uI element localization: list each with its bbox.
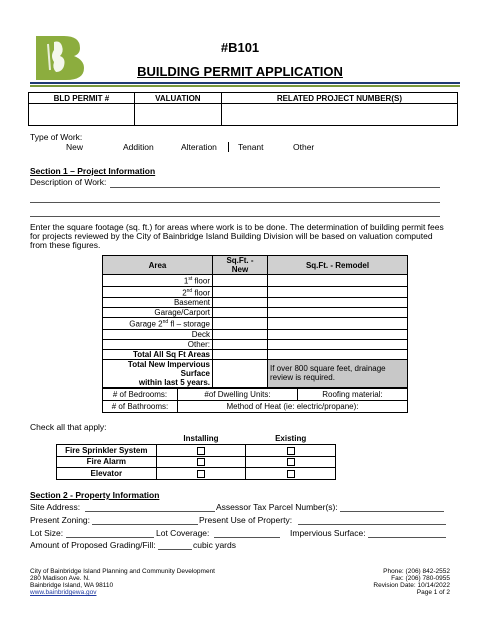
basement-new[interactable] bbox=[213, 298, 268, 308]
grading-label: Amount of Proposed Grading/Fill: bbox=[30, 540, 156, 550]
footer-phone: Phone: (206) 842-2552 bbox=[383, 568, 450, 575]
present-use-field[interactable] bbox=[298, 524, 446, 525]
check-all-table bbox=[56, 433, 336, 480]
impervious-new[interactable] bbox=[213, 359, 268, 387]
installing-header: Installing bbox=[156, 433, 246, 445]
heat-method-field[interactable]: Method of Heat (ie: electric/propane): bbox=[178, 401, 408, 413]
footer-page: Page 1 of 2 bbox=[416, 589, 450, 596]
valuation-header: VALUATION bbox=[134, 93, 221, 104]
type-tenant-option[interactable]: Tenant bbox=[238, 142, 264, 152]
website-link[interactable]: www.bainbridgewa.gov bbox=[30, 589, 97, 596]
footer-city: Bainbridge Island, WA 98110 bbox=[30, 582, 114, 589]
permit-header-table bbox=[28, 92, 458, 126]
row-impervious: Total New Impervious Surface within last 5 years. bbox=[103, 359, 213, 387]
present-use-label: Present Use of Property: bbox=[199, 515, 293, 525]
assessor-label: Assessor Tax Parcel Number(s): bbox=[216, 502, 338, 512]
instructions-line-2: for projects reviewed by the City of Bainbridge Island Building Division will be based on valuation computed bbox=[30, 231, 433, 241]
deck-remodel[interactable] bbox=[268, 329, 408, 339]
bedrooms-field[interactable]: # of Bedrooms: bbox=[103, 389, 178, 401]
zoning-label: Present Zoning: bbox=[30, 515, 91, 525]
type-addition-option[interactable]: Addition bbox=[123, 142, 154, 152]
grading-unit: cubic yards bbox=[193, 540, 236, 550]
type-of-work-label: Type of Work: bbox=[30, 132, 83, 142]
site-address-field[interactable] bbox=[85, 511, 215, 512]
total-remodel[interactable] bbox=[268, 349, 408, 359]
elevator-installing-checkbox[interactable] bbox=[197, 470, 205, 478]
type-other-option[interactable]: Other bbox=[293, 142, 315, 152]
elevator-existing-checkbox[interactable] bbox=[287, 470, 295, 478]
type-new-option[interactable]: New bbox=[66, 142, 84, 152]
check-all-label: Check all that apply: bbox=[30, 422, 107, 432]
footer-dept: City of Bainbridge Island Planning and Community Development bbox=[30, 568, 215, 575]
garage-storage-remodel[interactable] bbox=[268, 318, 408, 330]
elevator-label: Elevator bbox=[57, 468, 157, 480]
area-table bbox=[102, 255, 408, 388]
footer-fax: Fax: (206) 780-0955 bbox=[391, 575, 450, 582]
bathrooms-field[interactable]: # of Bathrooms: bbox=[103, 401, 178, 413]
sqft-new-header-b: New bbox=[213, 265, 268, 275]
impervious-note: If over 800 square feet, drainage review is required. bbox=[268, 359, 408, 387]
dwelling-units-field[interactable]: #of Dwelling Units: bbox=[178, 389, 298, 401]
fire-sprinkler-existing-checkbox[interactable] bbox=[287, 447, 295, 455]
description-line-2[interactable] bbox=[30, 202, 440, 203]
fire-sprinkler-installing-checkbox[interactable] bbox=[197, 447, 205, 455]
footer-revision: Revision Date: 10/14/2022 bbox=[373, 582, 450, 589]
lot-size-field[interactable] bbox=[66, 537, 154, 538]
form-title: BUILDING PERMIT APPLICATION bbox=[137, 64, 343, 79]
header-rule-navy bbox=[30, 82, 460, 84]
row-garage-storage: Garage 2nd fl – storage bbox=[103, 318, 213, 330]
second-floor-remodel[interactable] bbox=[268, 286, 408, 298]
deck-new[interactable] bbox=[213, 329, 268, 339]
row-second-floor: 2nd floor bbox=[103, 286, 213, 298]
area-header: Area bbox=[103, 256, 213, 275]
second-floor-new[interactable] bbox=[213, 286, 268, 298]
roofing-field[interactable]: Roofing material: bbox=[298, 389, 408, 401]
site-address-label: Site Address: bbox=[30, 502, 81, 512]
type-divider bbox=[228, 142, 229, 152]
section1-title: Section 1 – Project Information bbox=[30, 166, 156, 176]
instructions-line-1: Enter the square footage (sq. ft.) for areas where work is to be done. The determination of building permit fees bbox=[30, 222, 444, 232]
header-rule-green bbox=[30, 85, 460, 87]
sqft-remodel-header: Sq.Ft. - Remodel bbox=[268, 256, 408, 275]
footer-left bbox=[30, 568, 215, 596]
existing-header: Existing bbox=[246, 433, 336, 445]
fire-sprinkler-label: Fire Sprinkler System bbox=[57, 445, 157, 457]
row-garage-carport: Garage/Carport bbox=[103, 308, 213, 318]
sqft-new-header-a: Sq.Ft. - bbox=[213, 256, 268, 266]
lot-coverage-label: Lot Coverage: bbox=[156, 528, 210, 538]
instructions-line-3: from these figures. bbox=[30, 240, 101, 250]
section2-title: Section 2 - Property Information bbox=[30, 490, 160, 500]
lot-size-label: Lot Size: bbox=[30, 528, 64, 538]
first-floor-remodel[interactable] bbox=[268, 275, 408, 287]
fire-alarm-label: Fire Alarm bbox=[57, 456, 157, 468]
type-alteration-option[interactable]: Alteration bbox=[181, 142, 217, 152]
bld-permit-header: BLD PERMIT # bbox=[29, 93, 135, 104]
first-floor-new[interactable] bbox=[213, 275, 268, 287]
rooms-table bbox=[102, 388, 408, 413]
related-project-header: RELATED PROJECT NUMBER(S) bbox=[221, 93, 457, 104]
form-number: #B101 bbox=[220, 40, 260, 55]
garage-remodel[interactable] bbox=[268, 308, 408, 318]
garage-new[interactable] bbox=[213, 308, 268, 318]
garage-storage-new[interactable] bbox=[213, 318, 268, 330]
row-basement: Basement bbox=[103, 298, 213, 308]
impervious-surface-field[interactable] bbox=[368, 537, 446, 538]
fire-alarm-installing-checkbox[interactable] bbox=[197, 458, 205, 466]
bld-permit-field[interactable] bbox=[29, 104, 135, 126]
description-line-3[interactable] bbox=[30, 216, 440, 217]
related-project-field[interactable] bbox=[221, 104, 457, 126]
row-other: Other: bbox=[103, 339, 213, 349]
description-line-1[interactable] bbox=[110, 187, 440, 188]
impervious-surface-label: Impervious Surface: bbox=[290, 528, 366, 538]
total-new[interactable] bbox=[213, 349, 268, 359]
footer-right bbox=[373, 568, 450, 596]
row-total: Total All Sq Ft Areas bbox=[103, 349, 213, 359]
other-new[interactable] bbox=[213, 339, 268, 349]
lot-coverage-field[interactable] bbox=[214, 537, 280, 538]
assessor-field[interactable] bbox=[340, 511, 444, 512]
row-first-floor: 1st floor bbox=[103, 275, 213, 287]
zoning-field[interactable] bbox=[92, 524, 198, 525]
description-label: Description of Work: bbox=[30, 177, 107, 187]
basement-remodel[interactable] bbox=[268, 298, 408, 308]
row-deck: Deck bbox=[103, 329, 213, 339]
valuation-field[interactable] bbox=[134, 104, 221, 126]
other-remodel[interactable] bbox=[268, 339, 408, 349]
footer-street: 280 Madison Ave. N. bbox=[30, 575, 90, 582]
grading-field[interactable] bbox=[158, 549, 192, 550]
fire-alarm-existing-checkbox[interactable] bbox=[287, 458, 295, 466]
